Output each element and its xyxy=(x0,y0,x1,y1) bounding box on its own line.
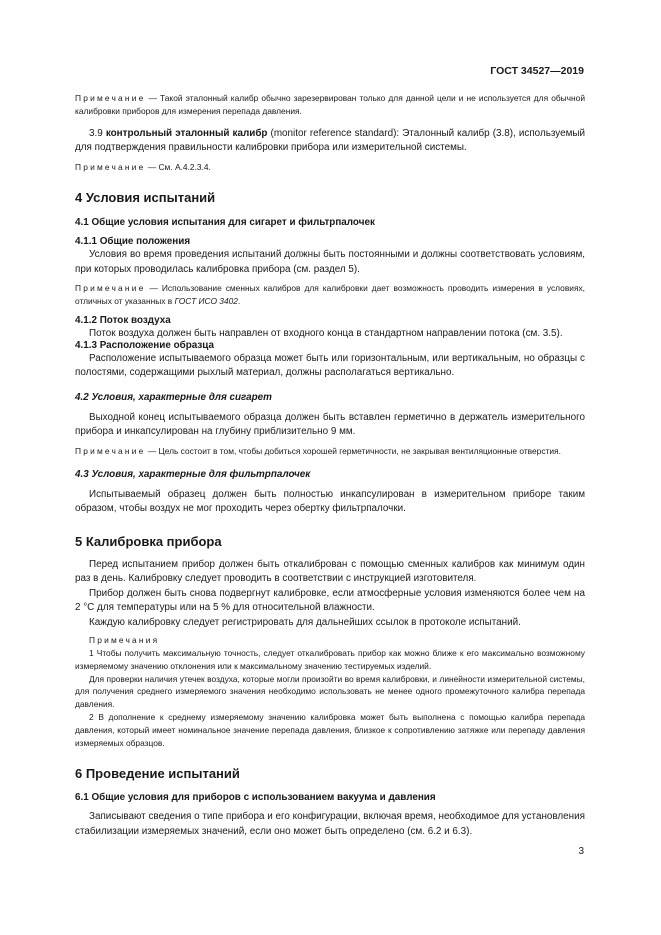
term-definition: (monitor reference standard): Эталонный калибр (3.8), используемый для подтверждения правильности калибровки прибора или измерительной системы. xyxy=(75,127,585,154)
note-label: Примечание xyxy=(75,445,146,456)
document-header: ГОСТ 34527—2019 xyxy=(490,65,584,77)
note-label: Примечание xyxy=(75,283,146,294)
note-5-1: 1 Чтобы получить максимальную точность, следует откалибровать прибор как можно ближе к его максимально возможному измеряемому значению отклонения или к максимальному значению тестируемых изделий. xyxy=(75,648,585,671)
paragraph-6-1: Записывают сведения о типе прибора и его конфигурации, включая время, необходимое для установления стабилизации измеряемых значений, если оно может быть определено (см. 6.2 и 6.3). xyxy=(75,811,585,837)
note-text: — Такой эталонный калибр обычно зарезервирован только для данной цели и не используется для обычной калибровки приборов для измерения перепада давления. xyxy=(75,93,585,116)
paragraph-5-2: Прибор должен быть снова подвергнут калибровке, если атмосферные условия изменяются более чем на 2 °С для температуры или на 5 % для относительной влажности. xyxy=(75,587,585,614)
note-4 xyxy=(75,445,585,458)
paragraph-4-1-2: Поток воздуха должен быть направлен от входного конца в стандартном направлении потока (см. 3.5). xyxy=(89,327,563,339)
subsection-4-3-heading: 4.3 Условия, характерные для фильтрпалочек xyxy=(75,468,311,480)
note-text: — Цель состоит в том, чтобы добиться хорошей герметичности, не закрывая вентиляционные отверстия. xyxy=(145,445,561,456)
paragraph-4-2: Выходной конец испытываемого образца должен быть вставлен герметично в держатель измерительного прибора и инкапсулирован на глубину приблизительно 9 мм. xyxy=(75,411,585,438)
term-number: 3.9 xyxy=(89,127,106,139)
note-end: . xyxy=(237,296,241,307)
note-1 xyxy=(75,92,585,118)
subsection-4-1-1-heading: 4.1.1 Общие положения xyxy=(75,236,191,248)
subsection-4-1-heading: 4.1 Общие условия испытания для сигарет и фильтрпалочек xyxy=(75,217,375,229)
paragraph-4-3: Испытываемый образец должен быть полностью инкапсулирован в измерительном приборе таким образом, чтобы воздух не мог проходить через обертку фильтрпалочки. xyxy=(75,488,585,515)
subsection-4-1-3-heading: 4.1.3 Расположение образца xyxy=(75,339,214,351)
section-6-heading: 6 Проведение испытаний xyxy=(75,766,240,782)
note-3 xyxy=(75,282,585,308)
subsection-4-1-2-heading: 4.1.2 Поток воздуха xyxy=(75,314,171,326)
page-content xyxy=(75,92,585,839)
section-5-heading: 5 Калибровка прибора xyxy=(75,533,222,549)
paragraph-5-1: Перед испытанием прибор должен быть откалиброван с помощью сменных калибров как минимум один раз в день. Калибровку следует проводить в соответствии с инструкцией изготовителя. xyxy=(75,558,585,585)
paragraph-4-1-3: Расположение испытываемого образца может быть или горизонтальным, или вертикальным, но образцы с полостями, содержащими рыхлый материал, должны располагаться вертикально. xyxy=(75,352,585,379)
note-label: Примечание xyxy=(75,161,146,172)
note-text: — Использование сменных калибров для калибровки дает возможность проводить измерения в условиях, отличных от указанных в xyxy=(75,283,585,307)
paragraph-5-3: Каждую калибровку следует регистрировать для дальнейших ссылок в протоколе испытаний. xyxy=(89,616,521,628)
notes-label: Примечания xyxy=(89,635,160,646)
term-3-9 xyxy=(75,127,585,156)
term-name: контрольный эталонный калибр xyxy=(105,127,268,139)
note-label: Примечание xyxy=(75,93,146,103)
note-text: — См. А.4.2.3.4. xyxy=(145,161,211,172)
note-2 xyxy=(75,161,585,174)
page-number: 3 xyxy=(578,846,584,857)
section-4-heading: 4 Условия испытаний xyxy=(75,190,216,206)
subsection-4-2-heading: 4.2 Условия, характерные для сигарет xyxy=(75,391,272,403)
paragraph-4-1-1: Условия во время проведения испытаний должны быть постоянными и должны соответствовать условиям, при которых проводилась калибровка прибора (см. раздел 5). xyxy=(75,249,585,275)
note-5-2: 2 В дополнение к среднему измеряемому значению калибровка может быть выполнена с помощью калибра перепада давления, который имеет номинальное значение перепада давления, близкое к сопротивлению затяжке или перепаду давления измеряемых образцов. xyxy=(75,712,585,748)
note-5-1b: Для проверки наличия утечек воздуха, которые могли произойти во время калибровки, и линейности измерительной системы, для получения среднего измеряемого значения необходимо использовать не менее одного промежуточного калибра перепада давления. xyxy=(75,673,585,710)
subsection-6-1-heading: 6.1 Общие условия для приборов с использованием вакуума и давления xyxy=(75,792,436,804)
standard-reference: ГОСТ ИСО 3402 xyxy=(174,296,238,307)
